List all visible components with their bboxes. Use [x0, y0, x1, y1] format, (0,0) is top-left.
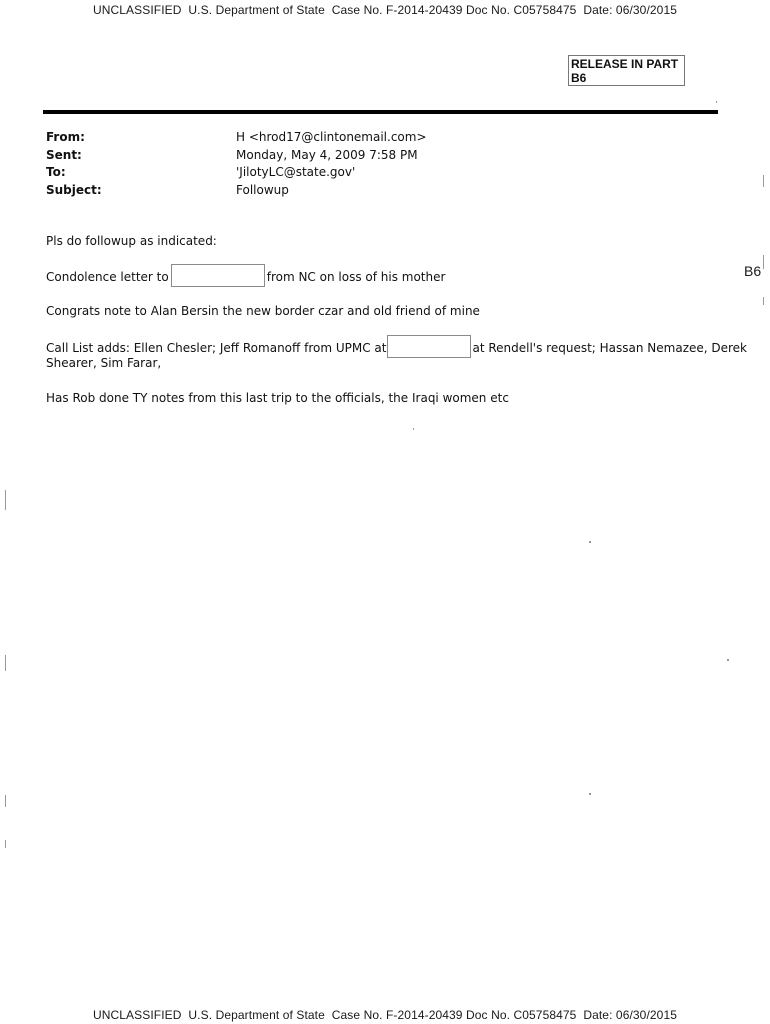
- from-label: From:: [46, 130, 85, 144]
- from-row: [46, 129, 427, 147]
- body-call-list-line2: Shearer, Sim Farar,: [46, 356, 162, 370]
- to-label: To:: [46, 165, 66, 179]
- scan-speck: [5, 795, 6, 807]
- body-intro: Pls do followup as indicated:: [46, 234, 217, 248]
- sent-value: Monday, May 4, 2009 7:58 PM: [236, 147, 418, 162]
- scan-speck: [589, 541, 591, 543]
- scan-speck: [727, 659, 729, 661]
- scan-speck: [763, 297, 764, 305]
- scan-speck: [716, 101, 717, 103]
- subject-label: Subject:: [46, 182, 102, 197]
- classification-footer: UNCLASSIFIED U.S. Department of State Case No. F-2014-20439 Doc No. C05758475 Date: 06/30/2015: [92, 1008, 677, 1022]
- condolence-text-before: Condolence letter to: [46, 270, 169, 284]
- sent-label: Sent:: [46, 147, 82, 162]
- call-list-text-after: at Rendell's request; Hassan Nemazee, Derek: [472, 341, 748, 355]
- sent-row: [46, 147, 427, 165]
- to-row: [46, 164, 427, 182]
- body-condolence-line: [46, 268, 445, 287]
- scan-speck: [589, 793, 591, 795]
- release-stamp: [568, 55, 685, 86]
- redaction-box: [171, 264, 265, 287]
- margin-exemption-code: B6: [744, 263, 762, 279]
- subject-row: [46, 182, 427, 200]
- scan-speck: [763, 175, 764, 187]
- condolence-text-after: from NC on loss of his mother: [266, 270, 446, 284]
- scan-speck: [413, 428, 414, 430]
- scan-speck: [5, 655, 6, 671]
- scan-speck: [763, 255, 764, 269]
- scan-speck: [5, 490, 6, 510]
- release-stamp-line2: B6: [571, 71, 587, 85]
- classification-header: UNCLASSIFIED U.S. Department of State Case No. F-2014-20439 Doc No. C05758475 Date: 06/30/2015: [92, 3, 677, 17]
- scan-speck: [5, 840, 6, 848]
- email-header: [46, 129, 427, 199]
- call-list-text-before: Call List adds: Ellen Chesler; Jeff Romanoff from UPMC at: [46, 341, 387, 355]
- subject-value: Followup: [236, 182, 289, 197]
- body-ty-notes-line: Has Rob done TY notes from this last trip to the officials, the Iraqi women etc: [46, 391, 509, 405]
- from-value: H <hrod17@clintonemail.com>: [236, 130, 427, 144]
- body-congrats-line: Congrats note to Alan Bersin the new border czar and old friend of mine: [46, 304, 480, 318]
- header-divider: [43, 110, 718, 114]
- to-value: 'JilotyLC@state.gov': [236, 165, 356, 179]
- release-stamp-line1: RELEASE IN PART: [571, 57, 679, 71]
- redaction-box: [387, 335, 471, 358]
